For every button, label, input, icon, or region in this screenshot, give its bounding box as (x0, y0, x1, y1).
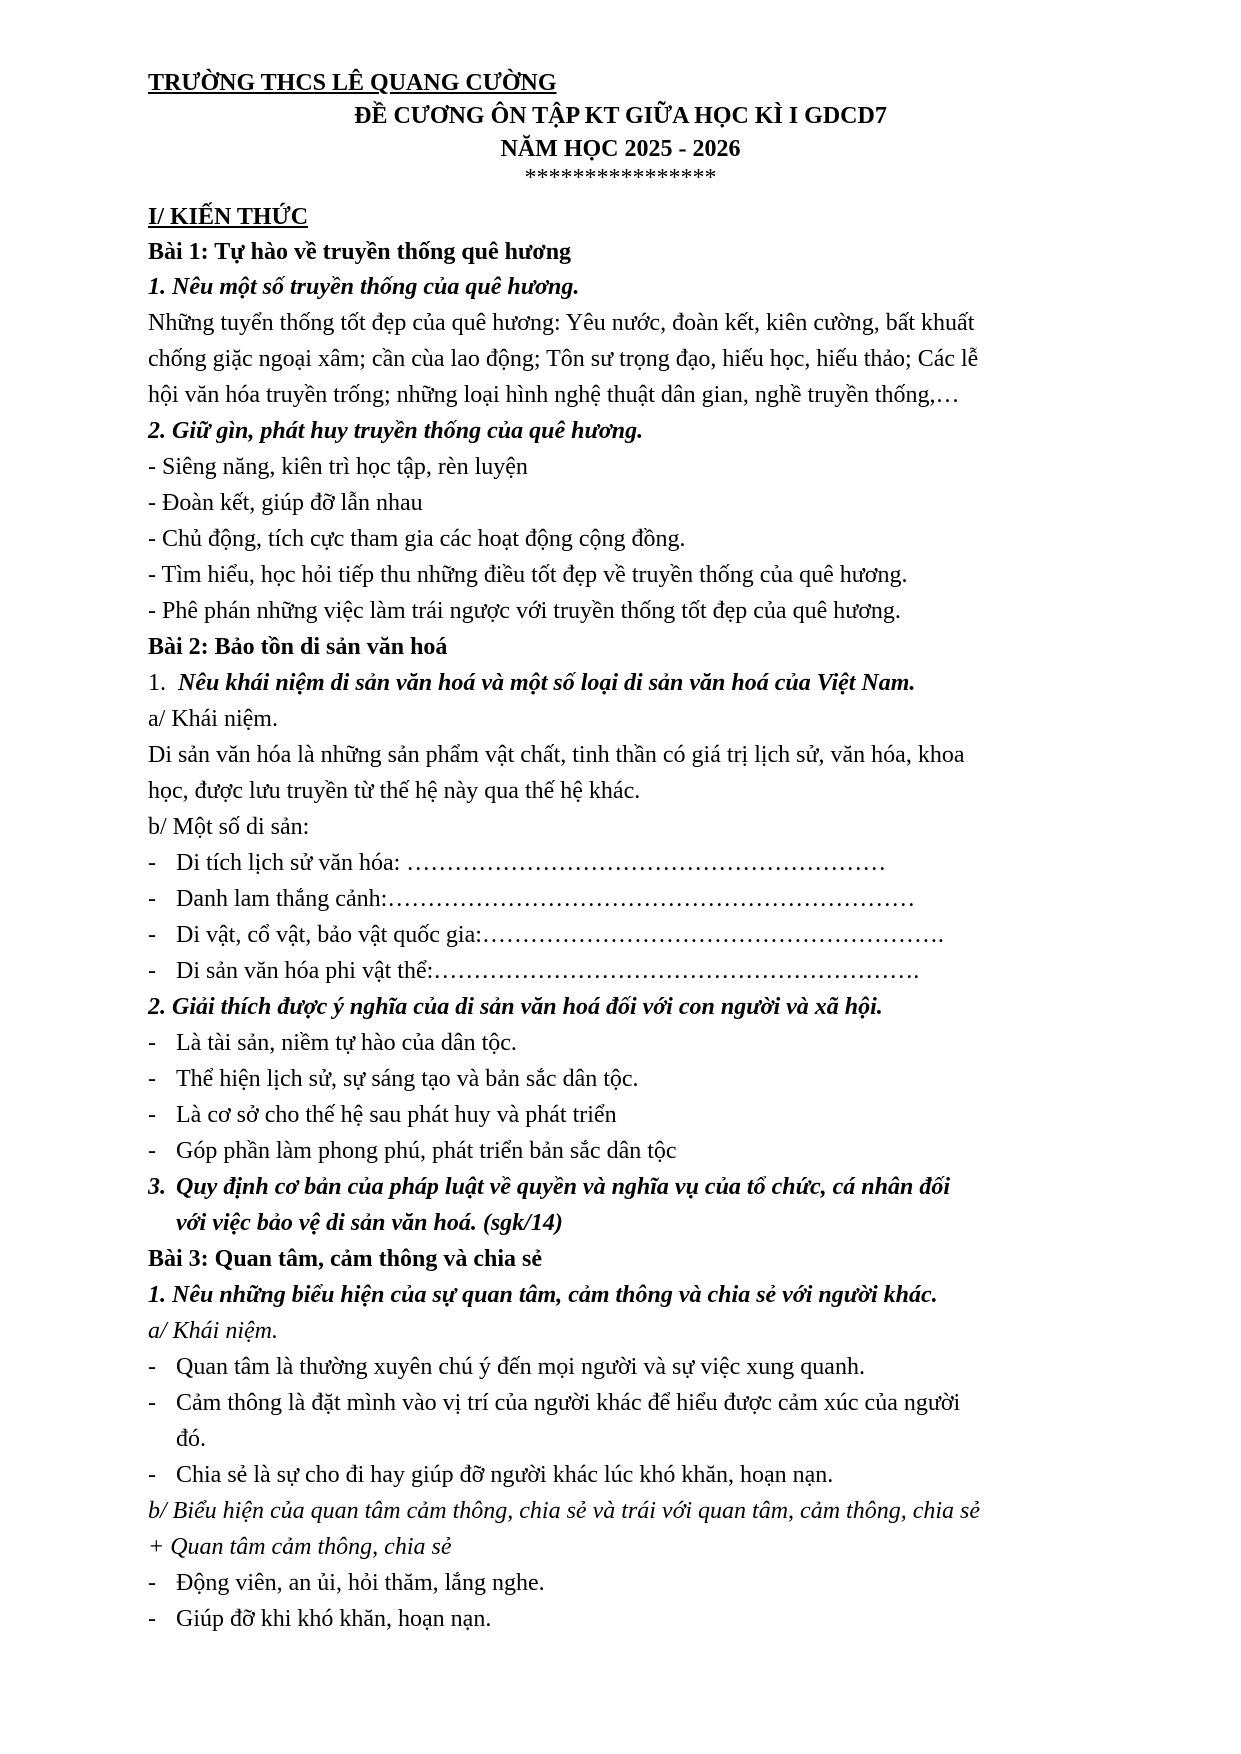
list-item: - Chủ động, tích cực tham gia các hoạt động cộng đồng. (148, 526, 686, 552)
lesson1-title: Bài 1: Tự hào về truyền thống quê hương (148, 239, 572, 265)
lesson3-question1: 1. Nêu những biểu hiện của sự quan tâm, cảm thông và chia sẻ với người khác. (148, 1282, 938, 1308)
list-item: - Tìm hiểu, học hỏi tiếp thu những điều tốt đẹp về truyền thống của quê hương. (148, 562, 908, 588)
document-page: TRƯỜNG THCS LÊ QUANG CƯỜNG ĐỀ CƯƠNG ÔN TẬP KT GIỮA HỌC KÌ I GDCD7 NĂM HỌC 2025 - 2026 **************** I/ KIẾN THỨC Bài 1: Tự hào về truyền thống quê hương 1. Nêu một số truyền thống của quê hương. Những tuyển thống tốt đẹp của quê hương: Yêu nước, đoàn kết, kiên cường, bất khuất chống giặc ngoại xâm; cần cùa lao động; Tôn sư trọng đạo, hiếu học, hiếu thảo; Các lễ hội văn hóa truyền trống; những loại hình nghệ thuật dân gian, nghề truyền thống,… 2. Giữ gìn, phát huy truyền thống của quê hương. - Siêng năng, kiên trì học tập, rèn luyện - Đoàn kết, giúp đỡ lẫn nhau - Chủ động, tích cực tham gia các hoạt động cộng đồng. - Tìm hiểu, học hỏi tiếp thu những điều tốt đẹp về truyền thống của quê hương. - Phê phán những việc làm trái ngược với truyền thống tốt đẹp của quê hương. Bài 2: Bảo tồn di sản văn hoá 1. Nêu khái niệm di sản văn hoá và một số loại di sản văn hoá của Việt Nam. a/ Khái niệm. Di sản văn hóa là những sản phẩm vật chất, tinh thần có giá trị lịch sử, văn hóa, khoa học, được lưu truyền từ thế hệ này qua thế hệ khác. b/ Một số di sản: - Di tích lịch sử văn hóa: …………………………………………………… - Danh lam thắng cảnh:………………………………………………………… - Di vật, cổ vật, bảo vật quốc gia:…………………………………………………. - Di sản văn hóa phi vật thể:……………………………………………………. 2. Giải thích được ý nghĩa của di sản văn hoá đối với con người và xã hội. - Là tài sản, niềm tự hào của dân tộc. - Thể hiện lịch sử, sự sáng tạo và bản sắc dân tộc. - Là cơ sở cho thế hệ sau phát huy và phát triển - Góp phần làm phong phú, phát triển bản sắc dân tộc 3. Quy định cơ bản của pháp luật về quyền và nghĩa vụ của tổ chức, cá nhân đối với việc bảo vệ di sản văn hoá. (sgk/14) Bài 3: Quan tâm, cảm thông và chia sẻ 1. Nêu những biểu hiện của sự quan tâm, cảm thông và chia sẻ với người khác. a/ Khái niệm. - Quan tâm là thường xuyên chú ý đến mọi người và sự việc xung quanh. - Cảm thông là đặt mình vào vị trí của người khác để hiểu được cảm xúc của người đó. - Chia sẻ là sự cho đi hay giúp đỡ người khác lúc khó khăn, hoạn nạn. b/ Biểu hiện của quan tâm cảm thông, chia sẻ và trái với quan tâm, cảm thông, chia sẻ + Quan tâm cảm thông, chia sẻ - Động viên, an ủi, hỏi thăm, lắng nghe. - Giúp đỡ khi khó khăn, hoạn nạn. (0, 0, 1241, 1754)
document-title: ĐỀ CƯƠNG ÔN TẬP KT GIỮA HỌC KÌ I GDCD7 (354, 103, 887, 129)
heritage-label: b/ Một số di sản: (148, 814, 310, 840)
school-name: TRƯỜNG THCS LÊ QUANG CƯỜNG (148, 70, 557, 96)
list-item: - Phê phán những việc làm trái ngược với truyền thống tốt đẹp của quê hương. (148, 598, 901, 624)
lesson2-question1 (148, 668, 915, 698)
lesson3-title: Bài 3: Quan tâm, cảm thông và chia sẻ (148, 1246, 543, 1272)
subsection-label: + Quan tâm cảm thông, chia sẻ (148, 1534, 452, 1560)
paragraph-line: chống giặc ngoại xâm; cần cùa lao động; Tôn sư trọng đạo, hiếu học, hiếu thảo; Các lễ (148, 346, 979, 372)
paragraph-line: Di sản văn hóa là những sản phẩm vật chất, tinh thần có giá trị lịch sử, văn hóa, khoa (148, 742, 965, 768)
paragraph-line: hội văn hóa truyền trống; những loại hình nghệ thuật dân gian, nghề truyền thống,… (148, 382, 960, 408)
stars-divider: **************** (524, 165, 717, 191)
definition-label: a/ Khái niệm. (148, 1318, 278, 1344)
lesson1-question1: 1. Nêu một số truyền thống của quê hương. (148, 274, 580, 300)
school-year: NĂM HỌC 2025 - 2026 (500, 136, 741, 162)
list-item: - Siêng năng, kiên trì học tập, rèn luyện (148, 454, 528, 480)
expression-label: b/ Biểu hiện của quan tâm cảm thông, chia sẻ và trái với quan tâm, cảm thông, chia sẻ (148, 1498, 981, 1524)
list-item: - Đoàn kết, giúp đỡ lẫn nhau (148, 490, 423, 516)
question-text: Nêu khái niệm di sản văn hoá và một số loại di sản văn hoá của Việt Nam. (178, 670, 916, 696)
lesson1-question2: 2. Giữ gìn, phát huy truyền thống của quê hương. (148, 418, 644, 444)
lesson2-title: Bài 2: Bảo tồn di sản văn hoá (148, 634, 448, 660)
paragraph-line: học, được lưu truyền từ thế hệ này qua thế hệ khác. (148, 778, 641, 804)
question-number: 1. (148, 670, 166, 696)
section-heading: I/ KIẾN THỨC (148, 204, 309, 230)
lesson2-question2: 2. Giải thích được ý nghĩa của di sản văn hoá đối với con người và xã hội. (148, 994, 883, 1020)
paragraph-line: Những tuyển thống tốt đẹp của quê hương: Yêu nước, đoàn kết, kiên cường, bất khuất (148, 310, 975, 336)
definition-label: a/ Khái niệm. (148, 706, 278, 732)
